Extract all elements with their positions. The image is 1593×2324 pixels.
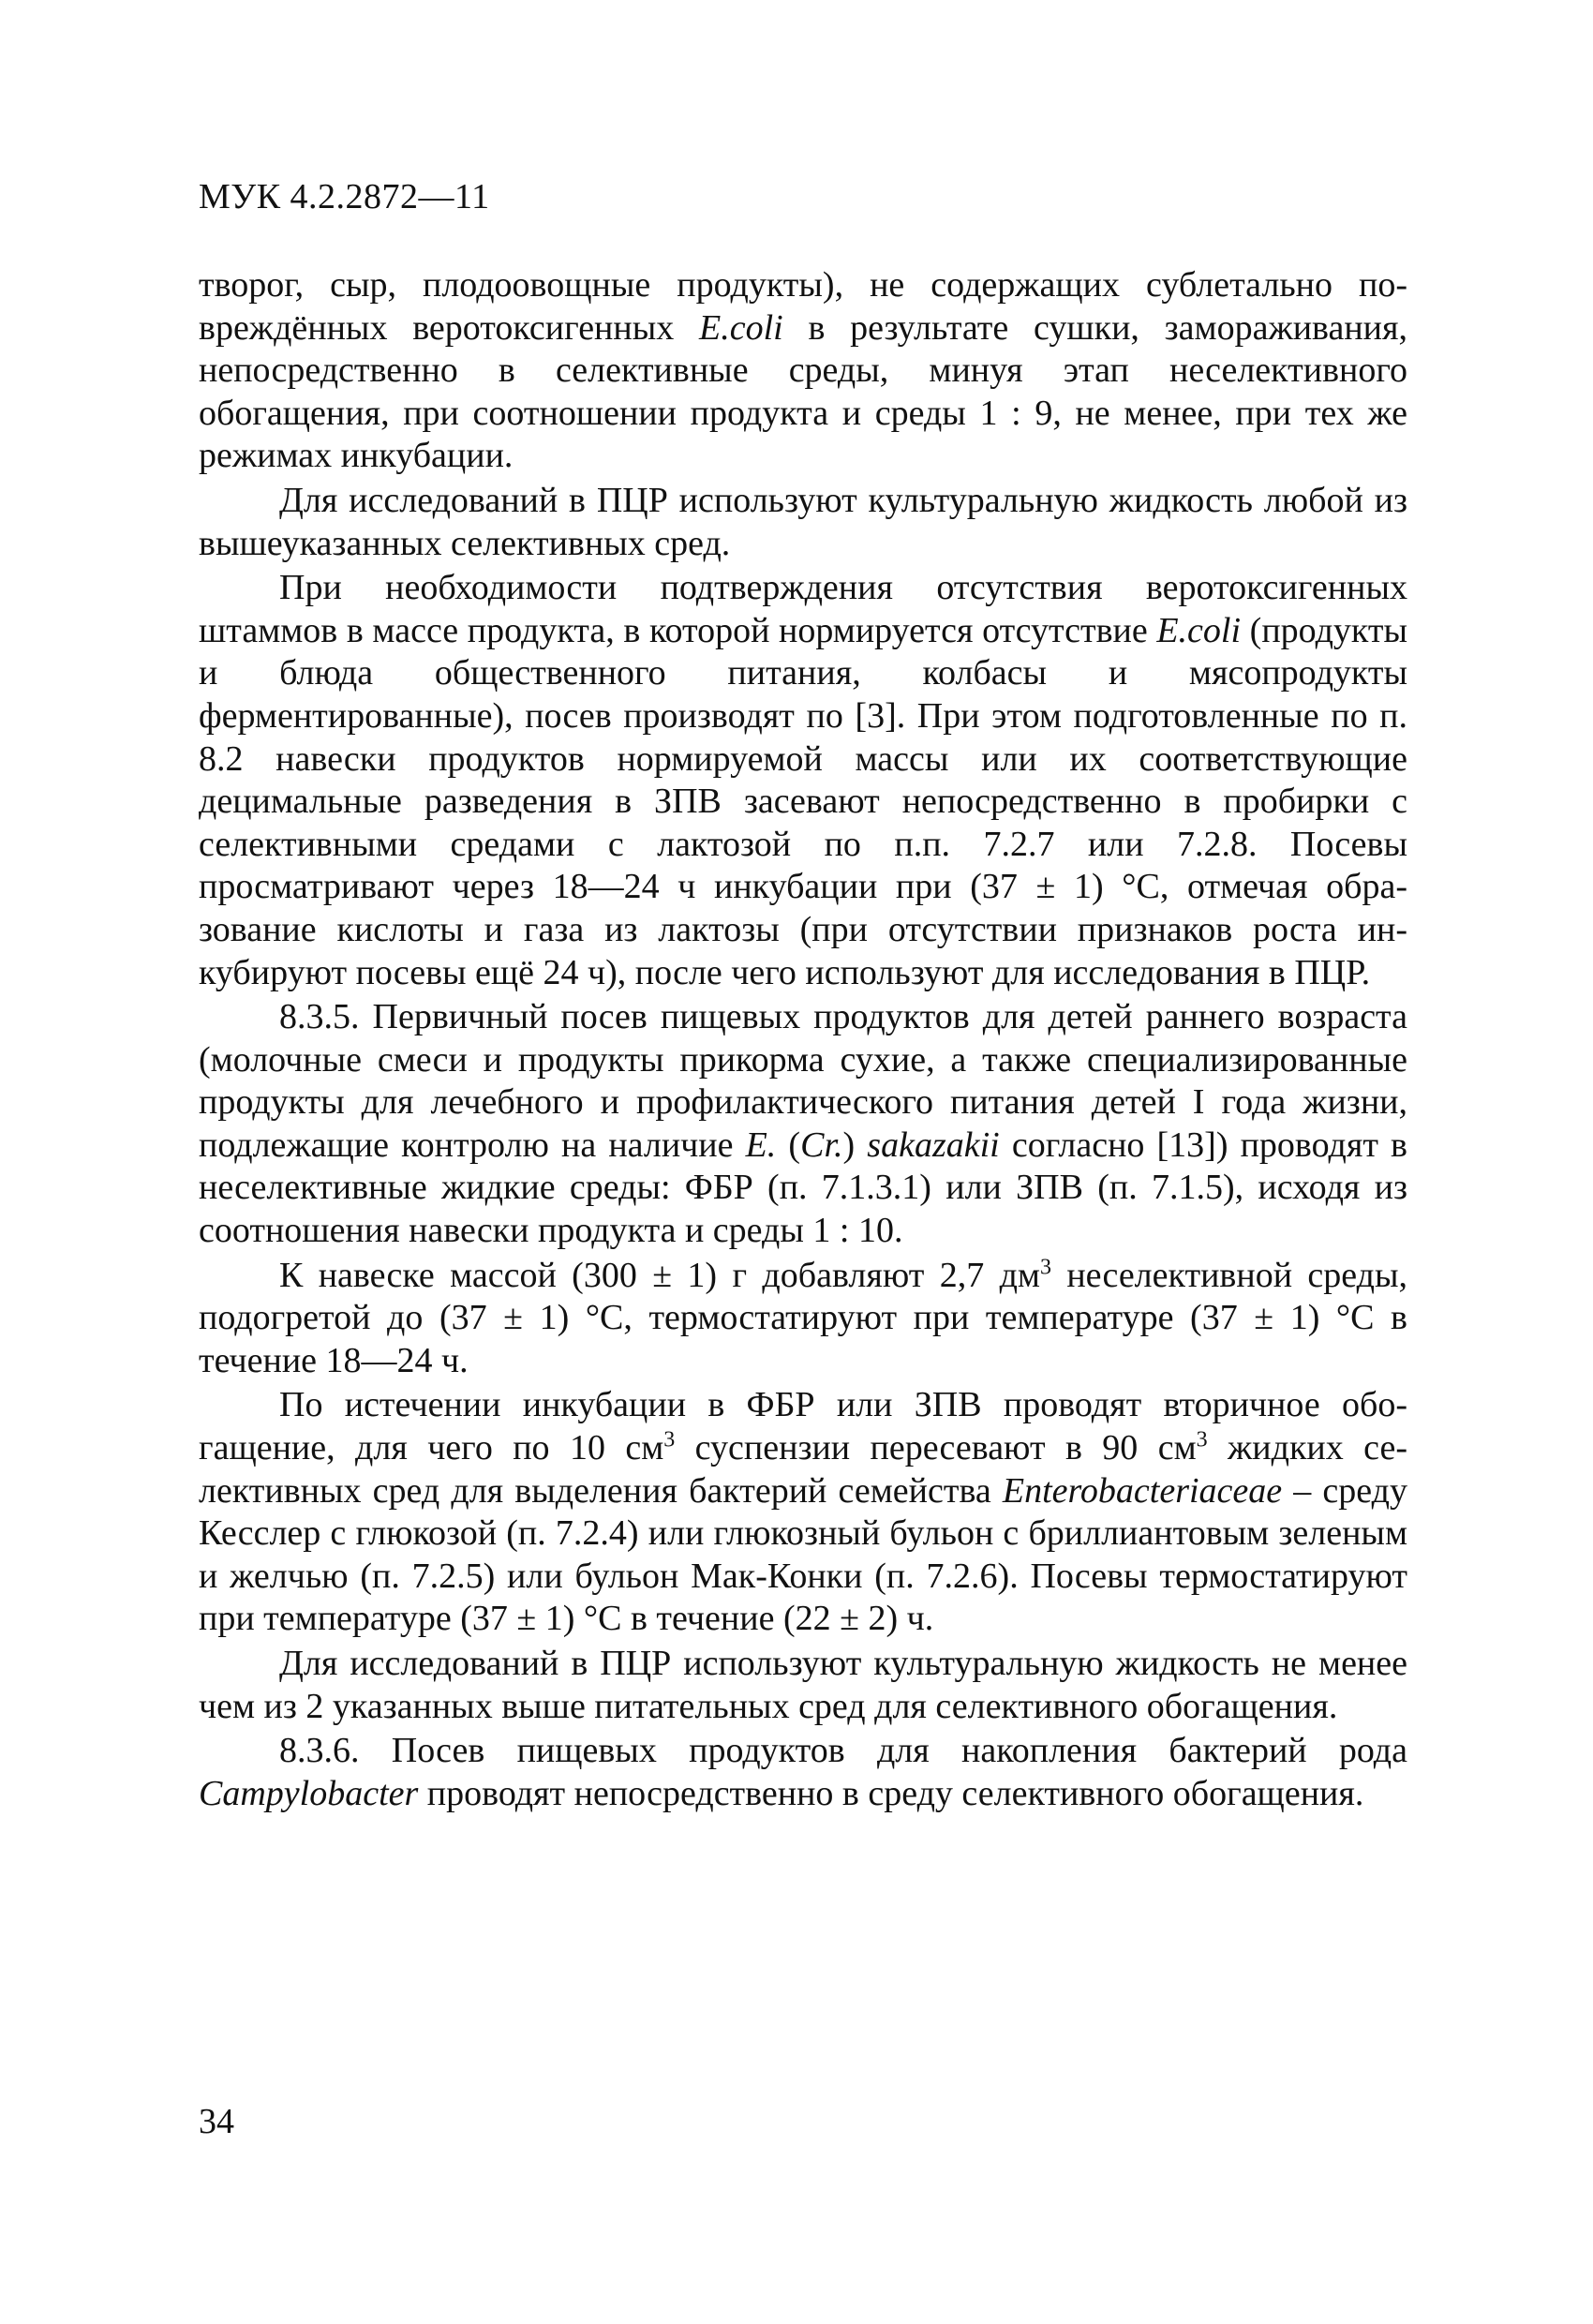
superscript: 3 (1039, 1255, 1051, 1279)
text-run: – среду Кесслер с глюкозой (п. 7.2.4) или глюкозный бульон с бриллиантовым зеленым и желчью (п. 7.2.5) или бульон Мак-Конки (п. 7.2.6). Посевы термостатируют при температуре (37 ± 1) °С в течение (22 ± 2) ч. (199, 1470, 1407, 1639)
text-run: творог, сыр, плодоовощные продукты), не содержащих сублетально повреждённых веротоксигенных (199, 265, 1407, 348)
paragraph-2 (199, 480, 1407, 565)
text-run: суспензии пересевают в 90 см (675, 1428, 1197, 1468)
superscript: 3 (1196, 1427, 1208, 1452)
paragraph-8 (199, 1730, 1407, 1815)
paragraph-6 (199, 1384, 1407, 1641)
italic-term: E.coli (1156, 610, 1242, 650)
document-code-header: МУК 4.2.2872—11 (199, 177, 490, 216)
italic-term: Enterobacteriaceae (1002, 1470, 1283, 1511)
paragraph-5 (199, 1255, 1407, 1383)
paragraph-1 (199, 264, 1407, 478)
text-run: К навеске массой (300 ± 1) г добавляют 2,7 дм (279, 1255, 1040, 1295)
superscript: 3 (663, 1427, 676, 1452)
italic-term: E.coli (699, 307, 783, 348)
body-text (199, 264, 1407, 1815)
italic-term: Cr. (800, 1125, 843, 1165)
paragraph-4 (199, 996, 1407, 1253)
text-run: жидких селективных сред для выделения бактерий семейства (199, 1428, 1408, 1511)
text-run: согласно [13]) проводят в неселективные жидкие среды: ФБР (п. 7.1.3.1) или ЗПВ (п. 7.1.5), исходя из соотношения навески продукта и среды 1 : 10. (199, 1125, 1407, 1251)
page-number: 34 (199, 2102, 234, 2141)
text-run: ( (776, 1125, 801, 1165)
text-run: в результате сушки, замораживания, непосредственно в селективные среды, минуя этап неселективного обогащения, при соотношении продукта и среды 1 : 9, не менее, при тех же режимах инкубации. (199, 307, 1407, 476)
paragraph-7 (199, 1643, 1407, 1728)
text-run: неселективной среды, подогретой до (37 ± 1) °С, термостатируют при температуре (37 ± 1) °С в течение 18—24 ч. (199, 1255, 1408, 1380)
text-run: Для исследований в ПЦР используют культуральную жидкость любой из вышеуказанных селективных сред. (199, 480, 1407, 563)
italic-term: sakazakii (867, 1125, 1000, 1165)
text-run: проводят непосредственно в среду селективного обогащения. (418, 1773, 1364, 1813)
text-run: (продукты и блюда общественного питания, колбасы и мясопродукты ферментированные), посев производят по [3]. При этом подготовленные по п. 8.2 навески продуктов нормируемой массы или их соответствующие децимальные разведения в ЗПВ засевают непосредственно в пробирки с селективными средами с лактозой по п.п. 7.2.7 или 7.2.8. Посевы просматривают через 18—24 ч инкубации при (37 ± 1) °С, отмечая образование кислоты и газа из лактозы (при отсутствии признаков роста инкубируют посевы ещё 24 ч), после чего используют для исследования в ПЦР. (199, 610, 1408, 992)
text-run: Для исследований в ПЦР используют культуральную жидкость не менее чем из 2 указанных выше питательных сред для селективного обогащения. (199, 1644, 1407, 1726)
italic-term: Campylobacter (199, 1773, 419, 1813)
text-run: При необходимости подтверждения отсутствия веротоксигенных штаммов в массе продукта, в которой нормируется отсутствие (199, 568, 1407, 650)
italic-term: E. (745, 1125, 777, 1165)
text-run: 8.3.5. Первичный посев пищевых продуктов для детей раннего возраста (молочные смеси и продукты прикорма сухие, а также специализированные продукты для лечебного и профилактического питания детей I года жизни, подлежащие контролю на наличие (199, 997, 1407, 1165)
text-run: По истечении инкубации в ФБР или ЗПВ проводят вторичное обогащение, для чего по 10 см (199, 1385, 1407, 1468)
text-run: 8.3.6. Посев пищевых продуктов для накопления бактерий рода (279, 1731, 1407, 1771)
text-run: ) (842, 1125, 868, 1165)
paragraph-3 (199, 567, 1407, 994)
